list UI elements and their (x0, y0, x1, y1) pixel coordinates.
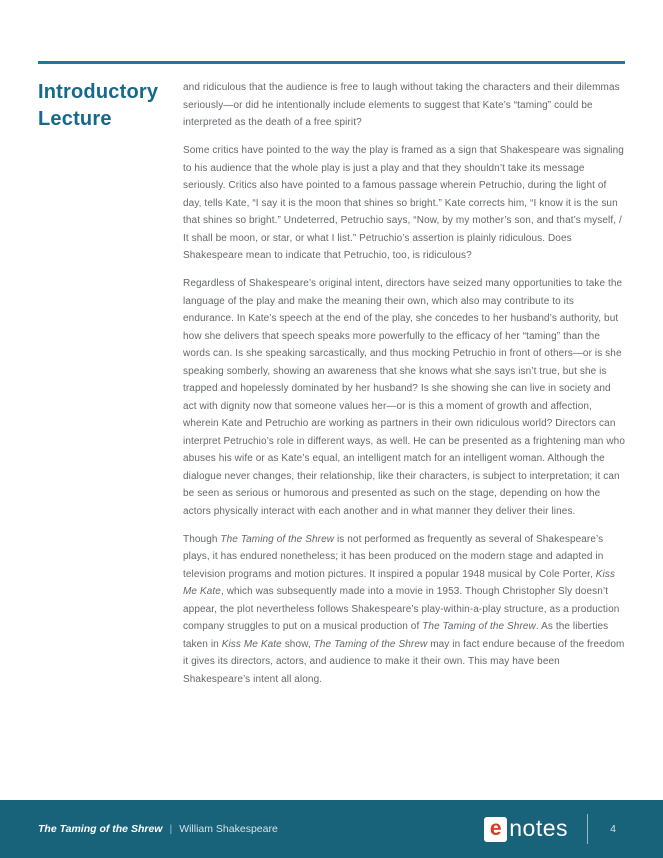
enotes-logo-text: notes (509, 814, 568, 841)
text-segment: Though (183, 533, 221, 545)
footer-separator: | (169, 823, 173, 835)
footer-book-title: The Taming of the Shrew (38, 823, 163, 835)
top-rule (38, 61, 625, 64)
text-segment: Some critics have pointed to the way the play is framed as a sign that Shakespeare was signaling to his audience that the whole play is just a play and that they shouldn’t take its message seriously. Critics also have pointed to a famous passage wherein Petruchio, during the light of day, tells Kate, “I say it is the moon that shines so bright.” Kate corrects him, “I know it is the sun that shines so bright.” Undeterred, Petruchio says, “Now, by my mother’s son, and that’s myself, / It shall be moon, or star, or what I list.” Petruchio’s assertion is plainly ridiculous. Does Shakespeare mean to indicate that Petruchio, too, is ridiculous? (183, 145, 624, 261)
footer-author-name: William Shakespeare (179, 823, 278, 835)
paragraph (183, 142, 627, 265)
italic-text-segment: Kiss Me Kate (221, 638, 282, 650)
paragraph (183, 79, 627, 132)
text-segment: and ridiculous that the audience is free to laugh without taking the characters and their dilemmas seriously—or did he intentionally include elements to suggest that Kate’s “taming” could be interpreted as the death of a free spirit? (183, 82, 620, 128)
text-segment: . As the liberties taken in (183, 621, 609, 650)
italic-text-segment: The Taming of the Shrew (313, 638, 428, 650)
italic-text-segment: Kiss Me Kate (183, 568, 616, 597)
footer-bar (0, 800, 663, 858)
footer-left (38, 823, 278, 835)
text-segment: show, (281, 638, 314, 650)
lecture-body (183, 79, 627, 688)
footer-right (484, 814, 623, 844)
text-segment: is not performed as frequently as several of Shakespeare’s plays, it has endured nonetheless; it has been produced on the modern stage and adapted in television programs and motion pictures. It inspired a popular 1948 musical by Cole Porter, (183, 533, 604, 580)
italic-text-segment: The Taming of the Shrew (220, 533, 335, 545)
enotes-e-icon: e (484, 817, 507, 842)
paragraph (183, 275, 627, 520)
text-segment: Regardless of Shakespeare’s original intent, directors have seized many opportunities to take the language of the play and make the meaning their own, which also may contribute to its endurance. In Kate’s speech at the end of the play, she concedes to her husband’s authority, but how she delivers that speech speaks more powerfully to the efficacy of her “taming” than the words can. Is she speaking sarcastically, and thus mocking Petruchio in front of others—or is she speaking somberly, showing an awareness that she knows what she says isn’t true, but she is trapped and hopelessly dominated by her husband? Is she showing she can live in society and act with dignity now that someone values her—or is this a moment of growth and affection, wherein Kate and Petruchio are working as partners in their own ridiculous world? Directors can interpret Petruchio’s role in different ways, as well. He can be presented as a frightening man who abuses his wife or as Kate’s equal, an intelligent match for an intelligent woman. Although the dialogue never changes, their relationship, like their characters, is subject to interpretation; it can be seen as serious or humorous and presented as such on the stage, depending on how the actors physically interact with each another and in what manner they deliver their lines. (183, 278, 625, 517)
title-column (38, 79, 183, 133)
content-area (38, 79, 627, 688)
text-segment: , which was subsequently made into a movie in 1953. Though Christopher Sly doesn’t appear, the plot nevertheless follows Shakespeare’s play-within-a-play structure, as a production company struggles to put on a musical production of (183, 586, 620, 632)
page-title: Introductory Lecture (38, 81, 159, 130)
text-segment: may in fact endure because of the freedom it gives its directors, actors, and audience to make it their own. This may have been Shakespeare’s intent all along. (183, 638, 625, 685)
italic-text-segment: The Taming of the Shrew (422, 621, 536, 632)
page-number: 4 (610, 823, 616, 835)
enotes-logo (484, 814, 568, 842)
footer-divider (587, 814, 588, 844)
paragraph (183, 531, 627, 689)
